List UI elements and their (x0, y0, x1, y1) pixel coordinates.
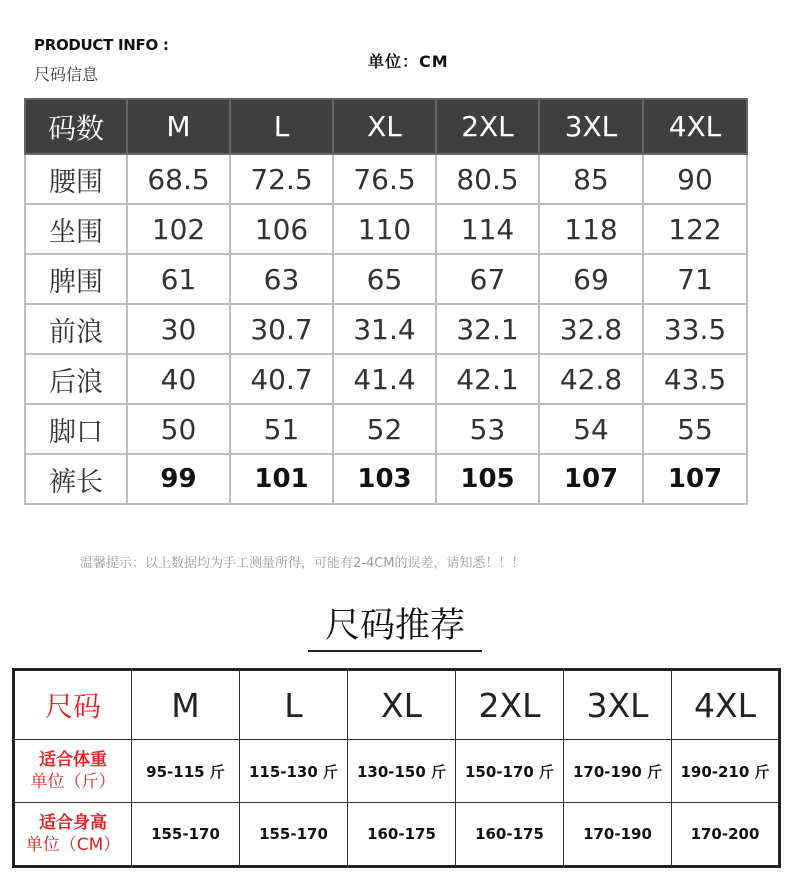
column-header: 4XL (672, 670, 780, 740)
column-header: M (132, 670, 240, 740)
table-cell: 41.4 (333, 354, 436, 404)
table-cell: 72.5 (230, 154, 333, 204)
table-cell: 150-170 斤 (456, 740, 564, 803)
table-row (25, 154, 747, 204)
table-cell: 32.8 (539, 304, 643, 354)
column-header: M (127, 99, 230, 154)
height-row (14, 803, 780, 867)
table-cell: 103 (333, 454, 436, 504)
table-row (25, 454, 747, 504)
table-row (25, 304, 747, 354)
table-row (25, 354, 747, 404)
table-cell: 110 (333, 204, 436, 254)
height-label: 适合身高 (39, 812, 107, 833)
table-cell: 102 (127, 204, 230, 254)
row-label: 脚口 (25, 404, 127, 454)
table-cell: 80.5 (436, 154, 539, 204)
row-label: 前浪 (25, 304, 127, 354)
table-cell: 76.5 (333, 154, 436, 204)
column-header: 3XL (564, 670, 672, 740)
table-cell: 63 (230, 254, 333, 304)
table-cell: 55 (643, 404, 747, 454)
table-cell: 95-115 斤 (132, 740, 240, 803)
table-cell: 130-150 斤 (348, 740, 456, 803)
table-cell: 170-190 (564, 803, 672, 867)
column-header: XL (333, 99, 436, 154)
table-cell: 170-200 (672, 803, 780, 867)
table-header-row (14, 670, 780, 740)
size-recommendation-table (12, 668, 781, 868)
table-cell: 51 (230, 404, 333, 454)
column-header: L (230, 99, 333, 154)
table-cell: 107 (539, 454, 643, 504)
size-recommendation-title: 尺码推荐 (324, 606, 465, 646)
table-cell: 118 (539, 204, 643, 254)
size-info-subtitle: 尺码信息 (34, 65, 99, 84)
table-cell: 40 (127, 354, 230, 404)
table-row (25, 404, 747, 454)
row-label: 裤长 (25, 454, 127, 504)
table-cell: 71 (643, 254, 747, 304)
table-cell: 106 (230, 204, 333, 254)
table-row (25, 254, 747, 304)
height-unit: 单位（CM） (25, 835, 121, 855)
measurement-note: 温馨提示：以上数据均为手工测量所得，可能有2-4CM的误差，请知悉！！！ (80, 556, 525, 571)
table-cell: 190-210 斤 (672, 740, 780, 803)
weight-unit: 单位（斤） (30, 772, 116, 792)
row-label: 腰围 (25, 154, 127, 204)
table-cell: 54 (539, 404, 643, 454)
table-cell: 52 (333, 404, 436, 454)
table-cell: 155-170 (240, 803, 348, 867)
weight-row-label (14, 740, 132, 803)
table-cell: 33.5 (643, 304, 747, 354)
table-cell: 32.1 (436, 304, 539, 354)
table-cell: 90 (643, 154, 747, 204)
table-cell: 107 (643, 454, 747, 504)
table-cell: 42.1 (436, 354, 539, 404)
table-cell: 114 (436, 204, 539, 254)
table-cell: 61 (127, 254, 230, 304)
title-underline (308, 650, 482, 652)
table-cell: 160-175 (348, 803, 456, 867)
row-label: 脾围 (25, 254, 127, 304)
table-cell: 30.7 (230, 304, 333, 354)
table-cell: 85 (539, 154, 643, 204)
table-cell: 30 (127, 304, 230, 354)
row-label: 坐围 (25, 204, 127, 254)
column-header: 3XL (539, 99, 643, 154)
size-header-label: 尺码 (14, 670, 132, 740)
table-header-row (25, 99, 747, 154)
table-row (25, 204, 747, 254)
table-cell: 101 (230, 454, 333, 504)
weight-row (14, 740, 780, 803)
table-cell: 170-190 斤 (564, 740, 672, 803)
table-cell: 31.4 (333, 304, 436, 354)
table-cell: 68.5 (127, 154, 230, 204)
column-header: L (240, 670, 348, 740)
column-header: XL (348, 670, 456, 740)
size-measurement-table (24, 98, 748, 505)
unit-label: 单位：CM (368, 52, 449, 71)
table-cell: 99 (127, 454, 230, 504)
column-header: 2XL (456, 670, 564, 740)
weight-label: 适合体重 (39, 749, 107, 770)
table-cell: 42.8 (539, 354, 643, 404)
table-cell: 122 (643, 204, 747, 254)
table-cell: 155-170 (132, 803, 240, 867)
table-cell: 69 (539, 254, 643, 304)
table-cell: 160-175 (456, 803, 564, 867)
table-cell: 67 (436, 254, 539, 304)
column-header: 2XL (436, 99, 539, 154)
table-cell: 105 (436, 454, 539, 504)
table-cell: 50 (127, 404, 230, 454)
product-info-title: PRODUCT INFO : (34, 36, 169, 54)
column-header: 4XL (643, 99, 747, 154)
table-cell: 43.5 (643, 354, 747, 404)
table-cell: 65 (333, 254, 436, 304)
table-cell: 53 (436, 404, 539, 454)
table-cell: 115-130 斤 (240, 740, 348, 803)
table-cell: 40.7 (230, 354, 333, 404)
column-header: 码数 (25, 99, 127, 154)
height-row-label (14, 803, 132, 867)
row-label: 后浪 (25, 354, 127, 404)
